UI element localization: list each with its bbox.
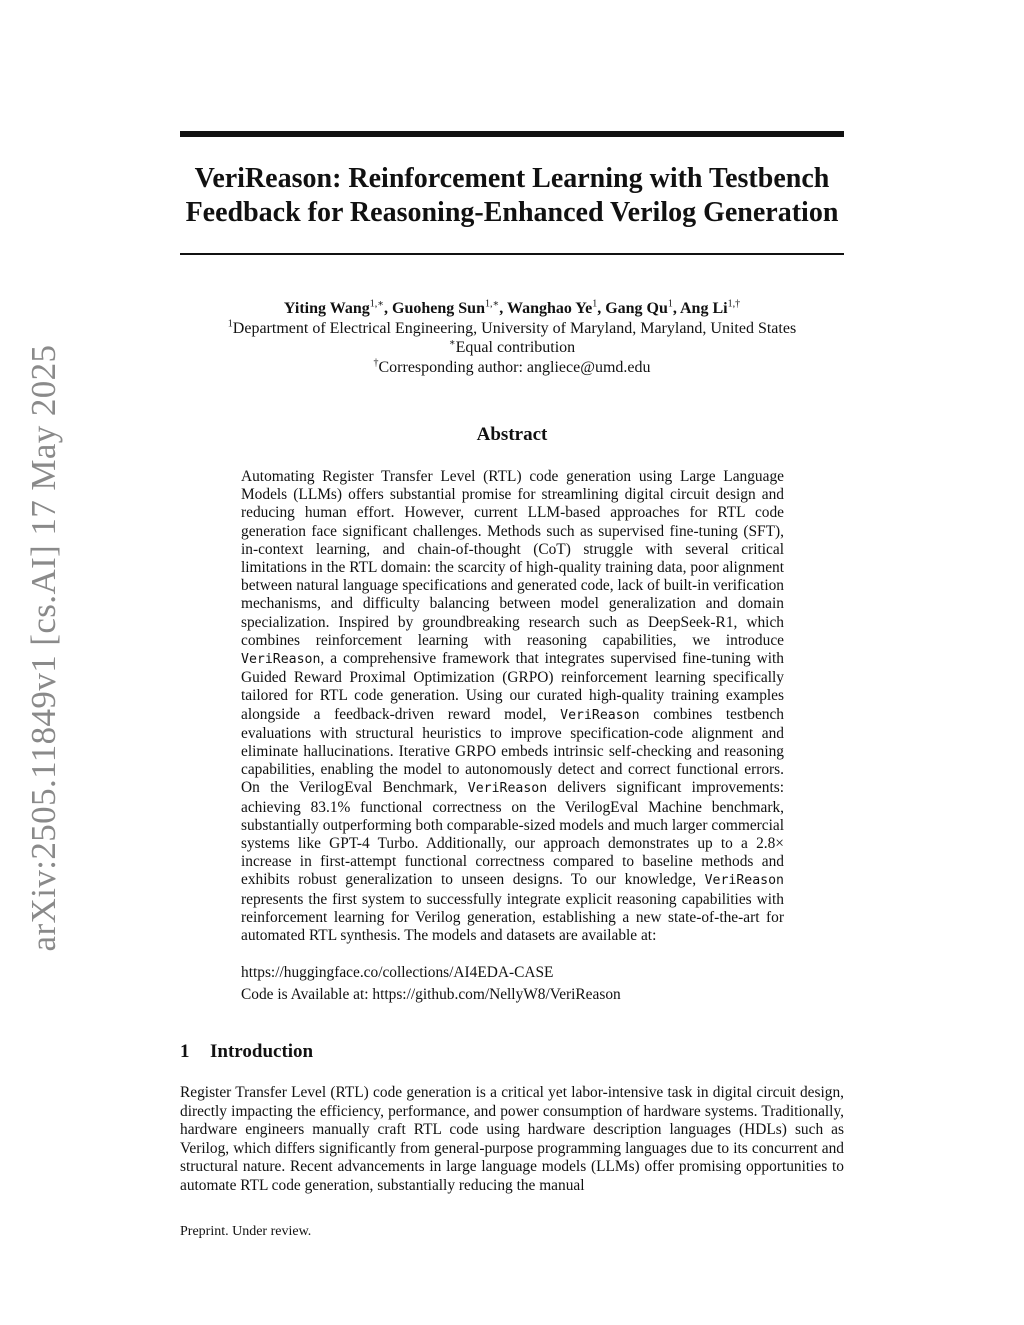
title-bottom-rule bbox=[180, 253, 844, 255]
code-link[interactable]: https://github.com/NellyW8/VeriReason bbox=[372, 986, 621, 1003]
author: Gang Qu$^1$, bbox=[605, 298, 680, 317]
arxiv-identifier-stamp: arXiv:2505.11849v1 [cs.AI] 17 May 2025 bbox=[24, 344, 63, 952]
section-heading-introduction: 1 Introduction bbox=[180, 1041, 314, 1062]
title-line-1: VeriReason: Reinforcement Learning with Testbench bbox=[194, 163, 830, 194]
author: Wanghao Ye$^1$, bbox=[506, 298, 606, 317]
author-block bbox=[180, 299, 844, 377]
paper-title bbox=[180, 162, 844, 230]
code-availability: Code is Available at: https://github.com/NellyW8/VeriReason bbox=[241, 986, 621, 1003]
author: Ang $Li^{1,\dagger}$ bbox=[680, 298, 741, 317]
abstract-heading: Abstract bbox=[476, 424, 548, 445]
abstract-body: Automating Register Transfer Level (RTL) code generation using Large Language Models (LLMs) offers substantial promise for streamlining digital circuit design and reducing human effort. However, current LLM-based approaches for RTL code generation face significant challenges. Methods such as supervised fine-tuning (SFT), in-context learning, and chain-of-thought (CoT) struggle with several critical limitations in the RTL domain: the scarcity of high-quality training data, poor alignment between natural language specifications and generated code, lack of built-in verification mechanisms, and difficulty balancing between model generalization and domain specialization. Inspired by groundbreaking research such as DeepSeek-R1, which combines reinforcement learning with reasoning capabilities, we introduce VeriReason, a comprehensive framework that integrates supervised fine-tuning with Guided Reward Proximal Optimization (GRPO) reinforcement learning specifically tailored for RTL code generation. Using our curated high-quality training examples alongside a feedback-driven reward model, VeriReason combines testbench evaluations with structural heuristics to improve specification-code alignment and eliminate hallucinations. Iterative GRPO embeds intrinsic self-checking and reasoning capabilities, enabling the model to autonomously detect and correct functional errors. On the VerilogEval Benchmark, VeriReason delivers significant improvements: achieving 83.1% functional correctness on the VerilogEval Machine benchmark, substantially outperforming both comparable-sized models and much larger commercial systems like GPT-4 Turbo. Additionally, our approach demonstrates up to a 2.8× increase in first-attempt functional correctness compared to baseline methods and exhibits robust generalization to unseen designs. To our knowledge, VeriReason represents the first system to successfully integrate explicit reasoning capabilities with reinforcement learning for Verilog generation, establishing a new state-of-the-art for automated RTL synthesis. The models and datasets are available at: bbox=[241, 468, 785, 945]
author-list bbox=[180, 299, 844, 319]
title-top-rule bbox=[180, 131, 844, 137]
system-name: VeriReason bbox=[241, 652, 321, 668]
affiliation: $^1$Department of Electrical Engineering, University of Maryland, Maryland, United States bbox=[227, 318, 797, 337]
models-link[interactable]: https://huggingface.co/collections/AI4EDA-CASE bbox=[241, 964, 554, 981]
author: Yiting Wang$^{1,∗}$, bbox=[283, 298, 393, 317]
corresponding-author-note: †Corresponding author: angliece@umd.edu bbox=[373, 357, 651, 376]
introduction-body: Register Transfer Level (RTL) code generation is a critical yet labor-intensive task in digital circuit design, directly impacting the efficiency, performance, and power consumption of hardware systems. Traditionally, hardware engineers manually craft RTL code using hardware description languages (HDLs) such as Verilog, which differs significantly from general-purpose programming languages due to its concurrent and structural nature. Recent advancements in large language models (LLMs) offer promising opportunities to automate RTL code generation, substantially reducing the manual bbox=[180, 1084, 844, 1194]
title-line-2: Feedback for Reasoning-Enhanced Verilog Generation bbox=[185, 197, 839, 228]
system-name: VeriReason bbox=[560, 707, 640, 723]
equal-contribution-note: ∗Equal contribution bbox=[448, 337, 576, 356]
preprint-footer: Preprint. Under review. bbox=[180, 1224, 312, 1239]
system-name: VeriReason bbox=[704, 873, 784, 889]
system-name: VeriReason bbox=[467, 781, 548, 797]
author: Guoheng Sun$^{1,∗}$, bbox=[392, 298, 507, 317]
